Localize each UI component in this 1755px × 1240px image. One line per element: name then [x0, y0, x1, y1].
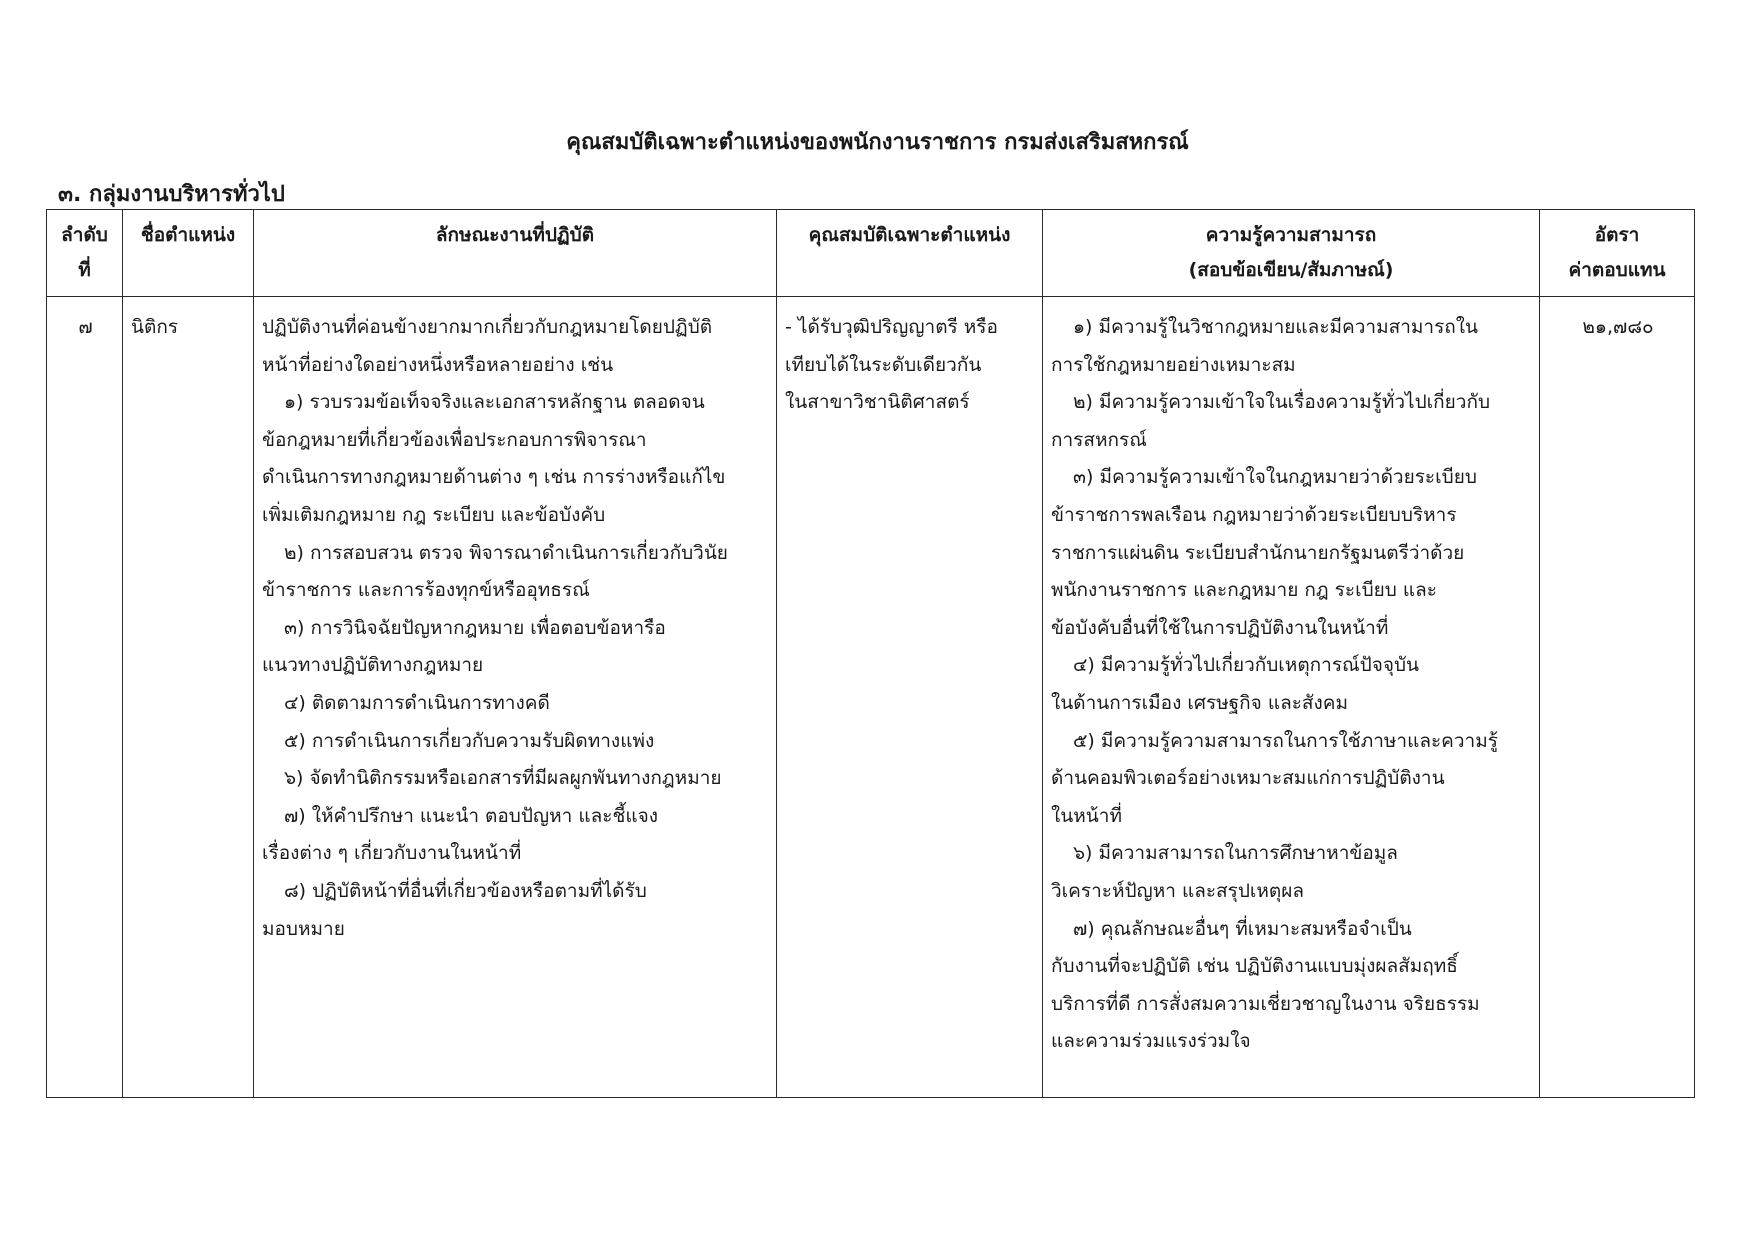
knowledge-line: ข้อบังคับอื่นที่ใช้ในการปฏิบัติงานในหน้าที่: [1051, 616, 1389, 639]
knowledge-line: ๗) คุณลักษณะอื่นๆ ที่เหมาะสมหรือจำเป็น: [1073, 917, 1412, 940]
duty-line: เรื่องต่าง ๆ เกี่ยวกับงานในหน้าที่: [262, 842, 522, 865]
knowledge-line: พนักงานราชการ และกฎหมาย กฎ ระเบียบ และ: [1051, 579, 1437, 602]
page-title: คุณสมบัติเฉพาะตำแหน่งของพนักงานราชการ กรมส่งเสริมสหกรณ์: [566, 130, 1189, 155]
knowledge-line: ๑) มีความรู้ในวิชากฎหมายและมีความสามารถใน: [1073, 316, 1479, 338]
header-no-line: ลำดับ: [61, 224, 108, 246]
header-rate-line: อัตรา: [1594, 224, 1640, 246]
knowledge-line: ด้านคอมพิวเตอร์อย่างเหมาะสมแก่การปฏิบัติงาน: [1051, 767, 1445, 790]
knowledge-line: ในด้านการเมือง เศรษฐกิจ และสังคม: [1051, 691, 1349, 714]
cell-rate: ๒๑,๗๘๐: [1540, 297, 1695, 1098]
duty-line: ข้อกฎหมายที่เกี่ยวข้องเพื่อประกอบการพิจารณา: [262, 428, 647, 451]
header-qualification: [777, 210, 1043, 297]
knowledge-line: ราชการแผ่นดิน ระเบียบสำนักนายกรัฐมนตรีว่าด้วย: [1051, 541, 1465, 564]
table-header-row: [47, 210, 1695, 297]
header-position: [123, 210, 254, 297]
qualification-line: เทียบได้ในระดับเดียวกัน: [785, 353, 982, 376]
duty-line: เพิ่มเติมกฎหมาย กฎ ระเบียบ และข้อบังคับ: [262, 503, 606, 526]
header-knowledge-line: (สอบข้อเขียน/สัมภาษณ์): [1188, 259, 1394, 281]
duty-line: ๓) การวินิจฉัยปัญหากฎหมาย เพื่อตอบข้อหารือ: [284, 616, 666, 639]
cell-knowledge: [1043, 297, 1540, 1098]
duty-line: ๗) ให้คำปรึกษา แนะนำ ตอบปัญหา และชี้แจง: [284, 804, 658, 827]
header-no-line: ที่: [78, 259, 91, 281]
knowledge-line: บริการที่ดี การสั่งสมความเชี่ยวชาญในงาน จริยธรรม: [1051, 992, 1480, 1015]
header-no: [47, 210, 123, 297]
duty-line: ๘) ปฏิบัติหน้าที่อื่นที่เกี่ยวข้องหรือตามที่ได้รับ: [284, 879, 647, 902]
duty-line: ๒) การสอบสวน ตรวจ พิจารณาดำเนินการเกี่ยวกับวินัย: [284, 541, 728, 564]
cell-no: ๗: [47, 297, 123, 1098]
duty-line: ๖) จัดทำนิติกรรมหรือเอกสารที่มีผลผูกพันทางกฎหมาย: [284, 767, 722, 790]
header-duties-label: ลักษณะงานที่ปฏิบัติ: [435, 224, 595, 246]
knowledge-line: ข้าราชการพลเรือน กฎหมายว่าด้วยระเบียบบริหาร: [1051, 503, 1457, 526]
knowledge-line: การสหกรณ์: [1051, 428, 1147, 451]
duty-line: ดำเนินการทางกฎหมายด้านต่าง ๆ เช่น การร่างหรือแก้ไข: [262, 466, 726, 489]
duty-line: หน้าที่อย่างใดอย่างหนึ่งหรือหลายอย่าง เช่น: [262, 353, 614, 376]
header-qualification-label: คุณสมบัติเฉพาะตำแหน่ง: [808, 224, 1011, 246]
header-knowledge: [1043, 210, 1540, 297]
qualification-line: ในสาขาวิชานิติศาสตร์: [785, 391, 970, 414]
knowledge-line: การใช้กฎหมายอย่างเหมาะสม: [1051, 353, 1296, 376]
knowledge-line: กับงานที่จะปฏิบัติ เช่น ปฏิบัติงานแบบมุ่งผลสัมฤทธิ์: [1051, 955, 1458, 978]
qualification-line: - ได้รับวุฒิปริญญาตรี หรือ: [785, 316, 998, 338]
knowledge-line: ในหน้าที่: [1051, 804, 1122, 827]
cell-duties: [254, 297, 777, 1098]
duty-line: ๑) รวบรวมข้อเท็จจริงและเอกสารหลักฐาน ตลอดจน: [284, 391, 705, 414]
knowledge-line: ๓) มีความรู้ความเข้าใจในกฎหมายว่าด้วยระเบียบ: [1073, 466, 1477, 489]
knowledge-line: ๔) มีความรู้ทั่วไปเกี่ยวกับเหตุการณ์ปัจจุบัน: [1073, 654, 1420, 677]
header-duties: [254, 210, 777, 297]
knowledge-line: และความร่วมแรงร่วมใจ: [1051, 1030, 1251, 1053]
duty-line: ข้าราชการ และการร้องทุกข์หรืออุทธรณ์: [262, 579, 590, 602]
knowledge-line: วิเคราะห์ปัญหา และสรุปเหตุผล: [1051, 879, 1305, 902]
duty-line: แนวทางปฏิบัติทางกฎหมาย: [262, 654, 484, 677]
cell-qualification: [777, 297, 1043, 1098]
header-rate: [1540, 210, 1695, 297]
duty-line: ๕) การดำเนินการเกี่ยวกับความรับผิดทางแพ่ง: [284, 729, 655, 752]
duty-line: ปฏิบัติงานที่ค่อนข้างยากมากเกี่ยวกับกฎหมายโดยปฏิบัติ: [262, 316, 713, 338]
table-row: [47, 297, 1695, 1098]
knowledge-line: ๒) มีความรู้ความเข้าใจในเรื่องความรู้ทั่วไปเกี่ยวกับ: [1073, 391, 1491, 414]
knowledge-line: ๖) มีความสามารถในการศึกษาหาข้อมูล: [1073, 842, 1398, 865]
header-knowledge-line: ความรู้ความสามารถ: [1205, 224, 1377, 246]
knowledge-line: ๕) มีความรู้ความสามารถในการใช้ภาษาและความรู้: [1073, 729, 1498, 752]
header-rate-line: ค่าตอบแทน: [1568, 259, 1666, 281]
cell-position: นิติกร: [123, 297, 254, 1098]
qualification-table: [46, 209, 1695, 1098]
duty-line: ๔) ติดตามการดำเนินการทางคดี: [284, 691, 550, 714]
duty-line: มอบหมาย: [262, 917, 345, 940]
section-heading: ๓. กลุ่มงานบริหารทั่วไป: [58, 182, 285, 207]
header-position-label: ชื่อตำแหน่ง: [140, 224, 236, 246]
